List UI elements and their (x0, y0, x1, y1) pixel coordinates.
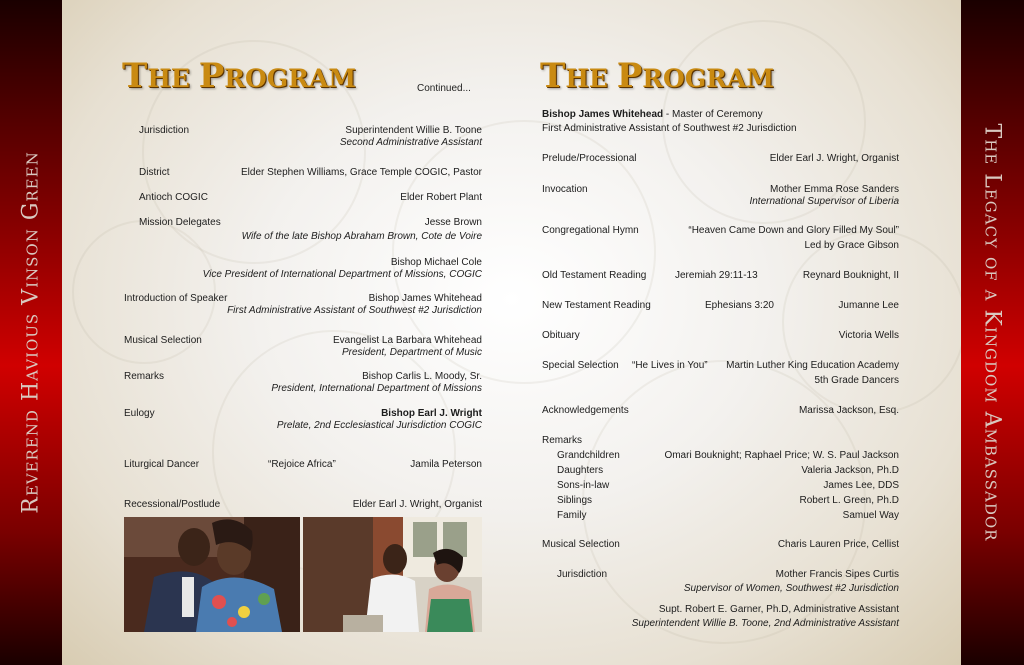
program-role: Prelate, 2nd Ecclesiastical Jurisdiction COGIC (276, 420, 482, 431)
program-role: First Administrative Assistant of Southwest #2 Jurisdiction (227, 305, 482, 316)
right-program-heading: THE PROGRAM (540, 56, 775, 96)
program-name: Evangelist La Barbara Whitehead (333, 335, 482, 346)
program-name: Victoria Wells (838, 330, 899, 341)
master-of-ceremony: Bishop James Whitehead - Master of Ceremony (542, 109, 763, 120)
family-photo-2 (303, 517, 482, 632)
right-side-title: The Legacy of a Kingdom Ambassador (979, 123, 1005, 542)
program-label: Recessional/Postlude (124, 499, 221, 510)
remarks-name: Omari Bouknight; Raphael Price; W. S. Paul Jackson (664, 450, 899, 461)
program-name: Jesse Brown (424, 217, 482, 228)
program-label: Jurisdiction (139, 125, 190, 136)
program-label: Prelude/Processional (542, 153, 637, 164)
program-label: Introduction of Speaker (124, 293, 228, 304)
left-side-panel (0, 0, 62, 665)
master-of-ceremony-role: First Administrative Assistant of Southwest #2 Jurisdiction (542, 123, 797, 134)
continued-label: Continued... (417, 83, 471, 94)
program-role: Supervisor of Women, Southwest #2 Jurisdiction (683, 583, 899, 594)
program-name: Superintendent Willie B. Toone (345, 125, 482, 136)
program-role: President, International Department of Missions (271, 383, 482, 394)
remarks-sub-label: Grandchildren (557, 450, 620, 461)
program-label: Jurisdiction (557, 569, 608, 580)
program-name: Elder Earl J. Wright, Organist (769, 153, 899, 164)
remarks-sub-label: Family (557, 510, 587, 521)
remarks-sub-label: Sons-in-law (557, 480, 610, 491)
program-label: Invocation (542, 184, 588, 195)
program-role: Wife of the late Bishop Abraham Brown, Cote de Voire (241, 231, 482, 242)
program-name: Marissa Jackson, Esq. (798, 405, 899, 416)
program-name: Bishop Carlis L. Moody, Sr. (362, 371, 482, 382)
program-name: Reynard Bouknight, II (802, 270, 899, 281)
program-role: Second Administrative Assistant (339, 137, 482, 148)
program-name: Jumanne Lee (838, 300, 899, 311)
program-label: Musical Selection (124, 335, 202, 346)
program-role: 5th Grade Dancers (814, 375, 899, 386)
program-label: Eulogy (124, 408, 155, 419)
program-name: “Heaven Came Down and Glory Filled My Soul” (688, 225, 899, 236)
left-program-heading: THE PROGRAM (122, 56, 357, 96)
program-label: Acknowledgements (542, 405, 629, 416)
program-role: Led by Grace Gibson (804, 240, 899, 251)
program-name: Elder Stephen Williams, Grace Temple COGIC, Pastor (240, 167, 482, 178)
program-reading: Ephesians 3:20 (705, 300, 774, 311)
program-title: “Rejoice Africa” (268, 459, 336, 470)
program-label: Musical Selection (542, 539, 620, 550)
program-label: Old Testament Reading (542, 270, 647, 281)
program-name: Bishop Michael Cole (390, 257, 482, 268)
remarks-label: Remarks (542, 435, 583, 446)
program-label: Mission Delegates (139, 217, 221, 228)
program-name: Supt. Robert E. Garner, Ph.D, Administrative Assistant (658, 604, 899, 615)
program-name: Martin Luther King Education Academy (726, 360, 899, 371)
program-label: Liturgical Dancer (124, 459, 200, 470)
program-name: Bishop James Whitehead (368, 293, 482, 304)
program-role: Superintendent Willie B. Toone, 2nd Administrative Assistant (631, 618, 899, 629)
program-label: Special Selection (542, 360, 619, 371)
program-reading: Jeremiah 29:11-13 (675, 270, 758, 281)
program-title: “He Lives in You” (632, 360, 708, 371)
program-name: Elder Robert Plant (400, 192, 482, 203)
remarks-name: James Lee, DDS (823, 480, 899, 491)
program-label: Obituary (542, 330, 580, 341)
left-side-title: Reverend Havious Vinson Green (18, 151, 44, 514)
program-role: International Supervisor of Liberia (749, 196, 899, 207)
program-name: Bishop Earl J. Wright (381, 408, 482, 419)
program-label: Antioch COGIC (139, 192, 208, 203)
remarks-name: Robert L. Green, Ph.D (799, 495, 899, 506)
program-label: Remarks (124, 371, 165, 382)
program-role: Vice President of International Department of Missions, COGIC (202, 269, 482, 280)
program-label: New Testament Reading (542, 300, 651, 311)
right-side-panel (961, 0, 1024, 665)
remarks-sub-label: Daughters (557, 465, 604, 476)
program-name: Charis Lauren Price, Cellist (777, 539, 899, 550)
program-name: Elder Earl J. Wright, Organist (352, 499, 482, 510)
program-name: Mother Emma Rose Sanders (770, 184, 899, 195)
program-name: Jamila Peterson (410, 459, 482, 470)
program-name: Mother Francis Sipes Curtis (775, 569, 899, 580)
program-role: President, Department of Music (341, 347, 482, 358)
program-label: Congregational Hymn (542, 225, 639, 236)
remarks-name: Samuel Way (842, 510, 899, 521)
program-label: District (139, 167, 170, 178)
remarks-sub-label: Siblings (557, 495, 593, 506)
program-paper (62, 0, 961, 665)
family-photo-1 (124, 517, 300, 632)
remarks-name: Valeria Jackson, Ph.D (801, 465, 899, 476)
